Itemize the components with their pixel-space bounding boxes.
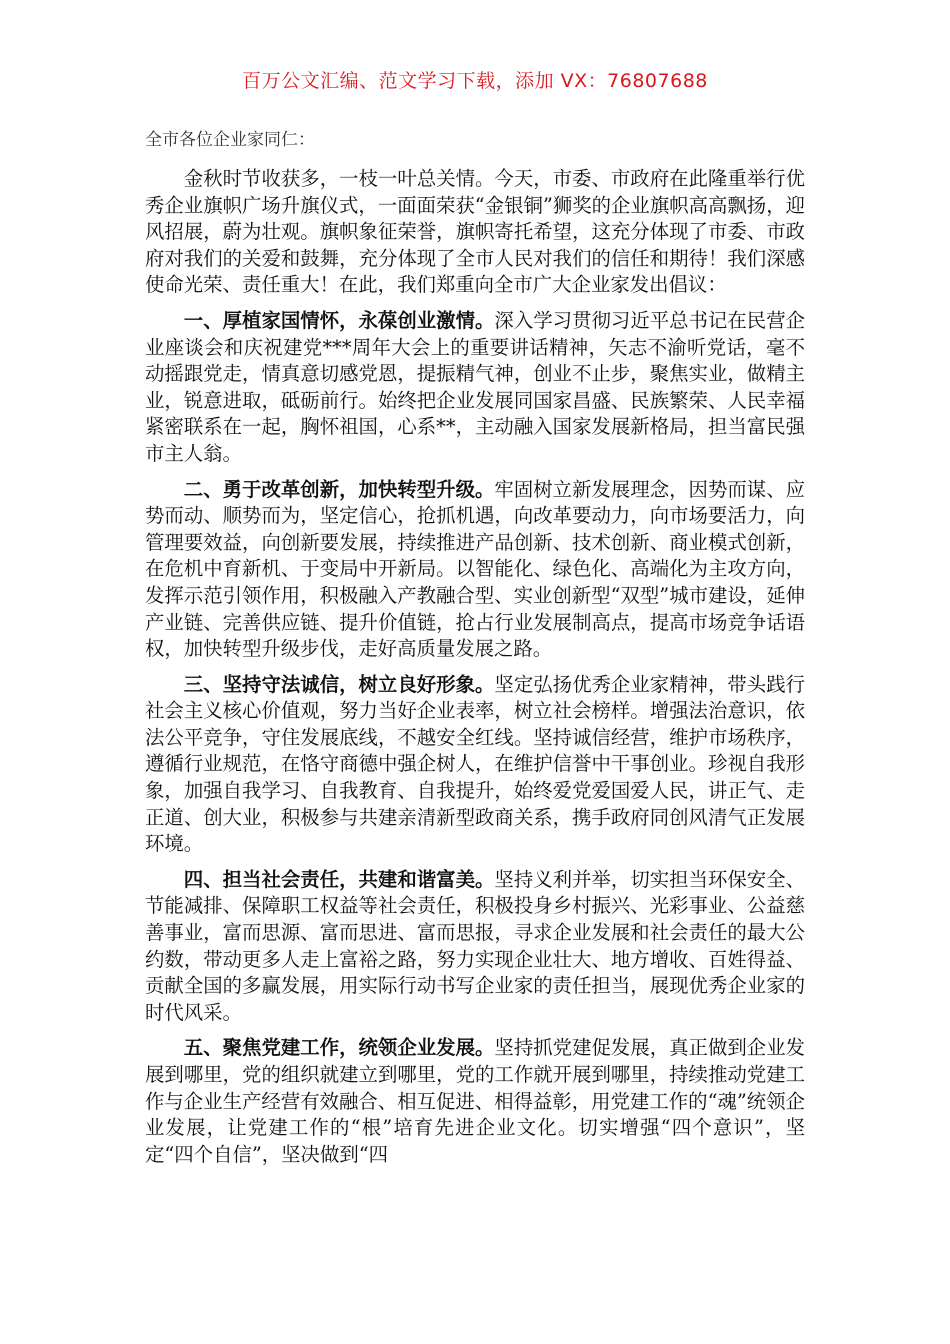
section-heading-1: 一、厚植家国情怀，永葆创业激情。 [183,308,495,332]
section-body-5: 坚持抓党建促发展，真正做到企业发展到哪里，党的组织就建立到哪里，党的工作就开展到哪里，持续推动党建工作与企业生产经营有效融合、相互促进、相得益彰，用党建工作的“魂”统领企业发展，让党建工作的“根”培育先进企业文化。切实增强“四个意识”，坚定“四个自信”，坚决做到“四 [145,1036,806,1166]
section-heading-2: 二、勇于改革创新，加快转型升级。 [183,477,495,501]
section-paragraph-4 [145,867,805,1027]
salutation: 全市各位企业家同仁： [145,130,315,150]
section-paragraph-5 [145,1035,805,1168]
section-body-2: 牢固树立新发展理念，因势而谋、应势而动、顺势而为，坚定信心，抢抓机遇，向改革要动力，向市场要活力，向管理要效益，向创新要发展，持续推进产品创新、技术创新、商业模式创新，在危机中育新机、于变局中开新局。以智能化、绿色化、高端化为主攻方向，发挥示范引领作用，积极融入产教融合型、实业创新型“双型”城市建设，延伸产业链、完善供应链、提升价值链，抢占行业发展制高点，提高市场竞争话语权，加快转型升级步伐，走好高质量发展之路。 [145,477,806,661]
intro-paragraph: 金秋时节收获多，一枝一叶总关情。今天，市委、市政府在此隆重举行优秀企业旗帜广场升旗仪式，一面面荣获“金银铜”狮奖的企业旗帜高高飘扬，迎风招展，蔚为壮观。旗帜象征荣誉，旗帜寄托希望，这充分体现了市委、市政府对我们的关爱和鼓舞，充分体现了全市人民对我们的信任和期待！我们深感使命光荣、责任重大！在此，我们郑重向全市广大企业家发出倡议： [145,167,805,297]
document-body [145,126,805,1177]
section-heading-5: 五、聚焦党建工作，统领企业发展。 [183,1036,495,1060]
header-watermark-banner: 百万公文汇编、范文学习下载，添加 VX：76807688 [242,70,708,92]
section-paragraph-2 [145,477,805,663]
section-body-3: 坚定弘扬优秀企业家精神，带头践行社会主义核心价值观，努力当好企业表率，树立社会榜样。增强法治意识，依法公平竞争，守住发展底线，不越安全红线。坚持诚信经营，维护市场秩序，遵循行业规范，在恪守商德中强企树人，在维护信誉中干事创业。珍视自我形象，加强自我学习、自我教育、自我提升，始终爱党爱国爱人民，讲正气、走正道、创大业，积极参与共建亲清新型政商关系，携手政府同创风清气正发展环境。 [145,672,806,856]
section-body-4: 坚持义利并举，切实担当环保安全、节能减排、保障职工权益等社会责任，积极投身乡村振兴、光彩事业、公益慈善事业，富而思源、富而思进、富而思报，寻求企业发展和社会责任的最大公约数，带动更多人走上富裕之路，努力实现企业壮大、地方增收、百姓得益、贡献全国的多赢发展，用实际行动书写企业家的责任担当，展现优秀企业家的时代风采。 [145,867,806,1024]
section-heading-3: 三、坚持守法诚信，树立良好形象。 [183,672,495,696]
section-paragraph-3 [145,672,805,858]
section-heading-4: 四、担当社会责任，共建和谐富美。 [183,867,495,891]
section-body-1: 深入学习贯彻习近平总书记在民营企业座谈会和庆祝建党***周年大会上的重要讲话精神，矢志不渝听党话，毫不动摇跟党走，情真意切感党恩，提振精气神，创业不止步，聚焦实业，做精主业，锐意进取，砥砺前行。始终把企业发展同国家昌盛、民族繁荣、人民幸福紧密联系在一起，胸怀祖国，心系**，主动融入国家发展新格局，担当富民强市主人翁。 [145,308,806,465]
section-paragraph-1 [145,308,805,468]
